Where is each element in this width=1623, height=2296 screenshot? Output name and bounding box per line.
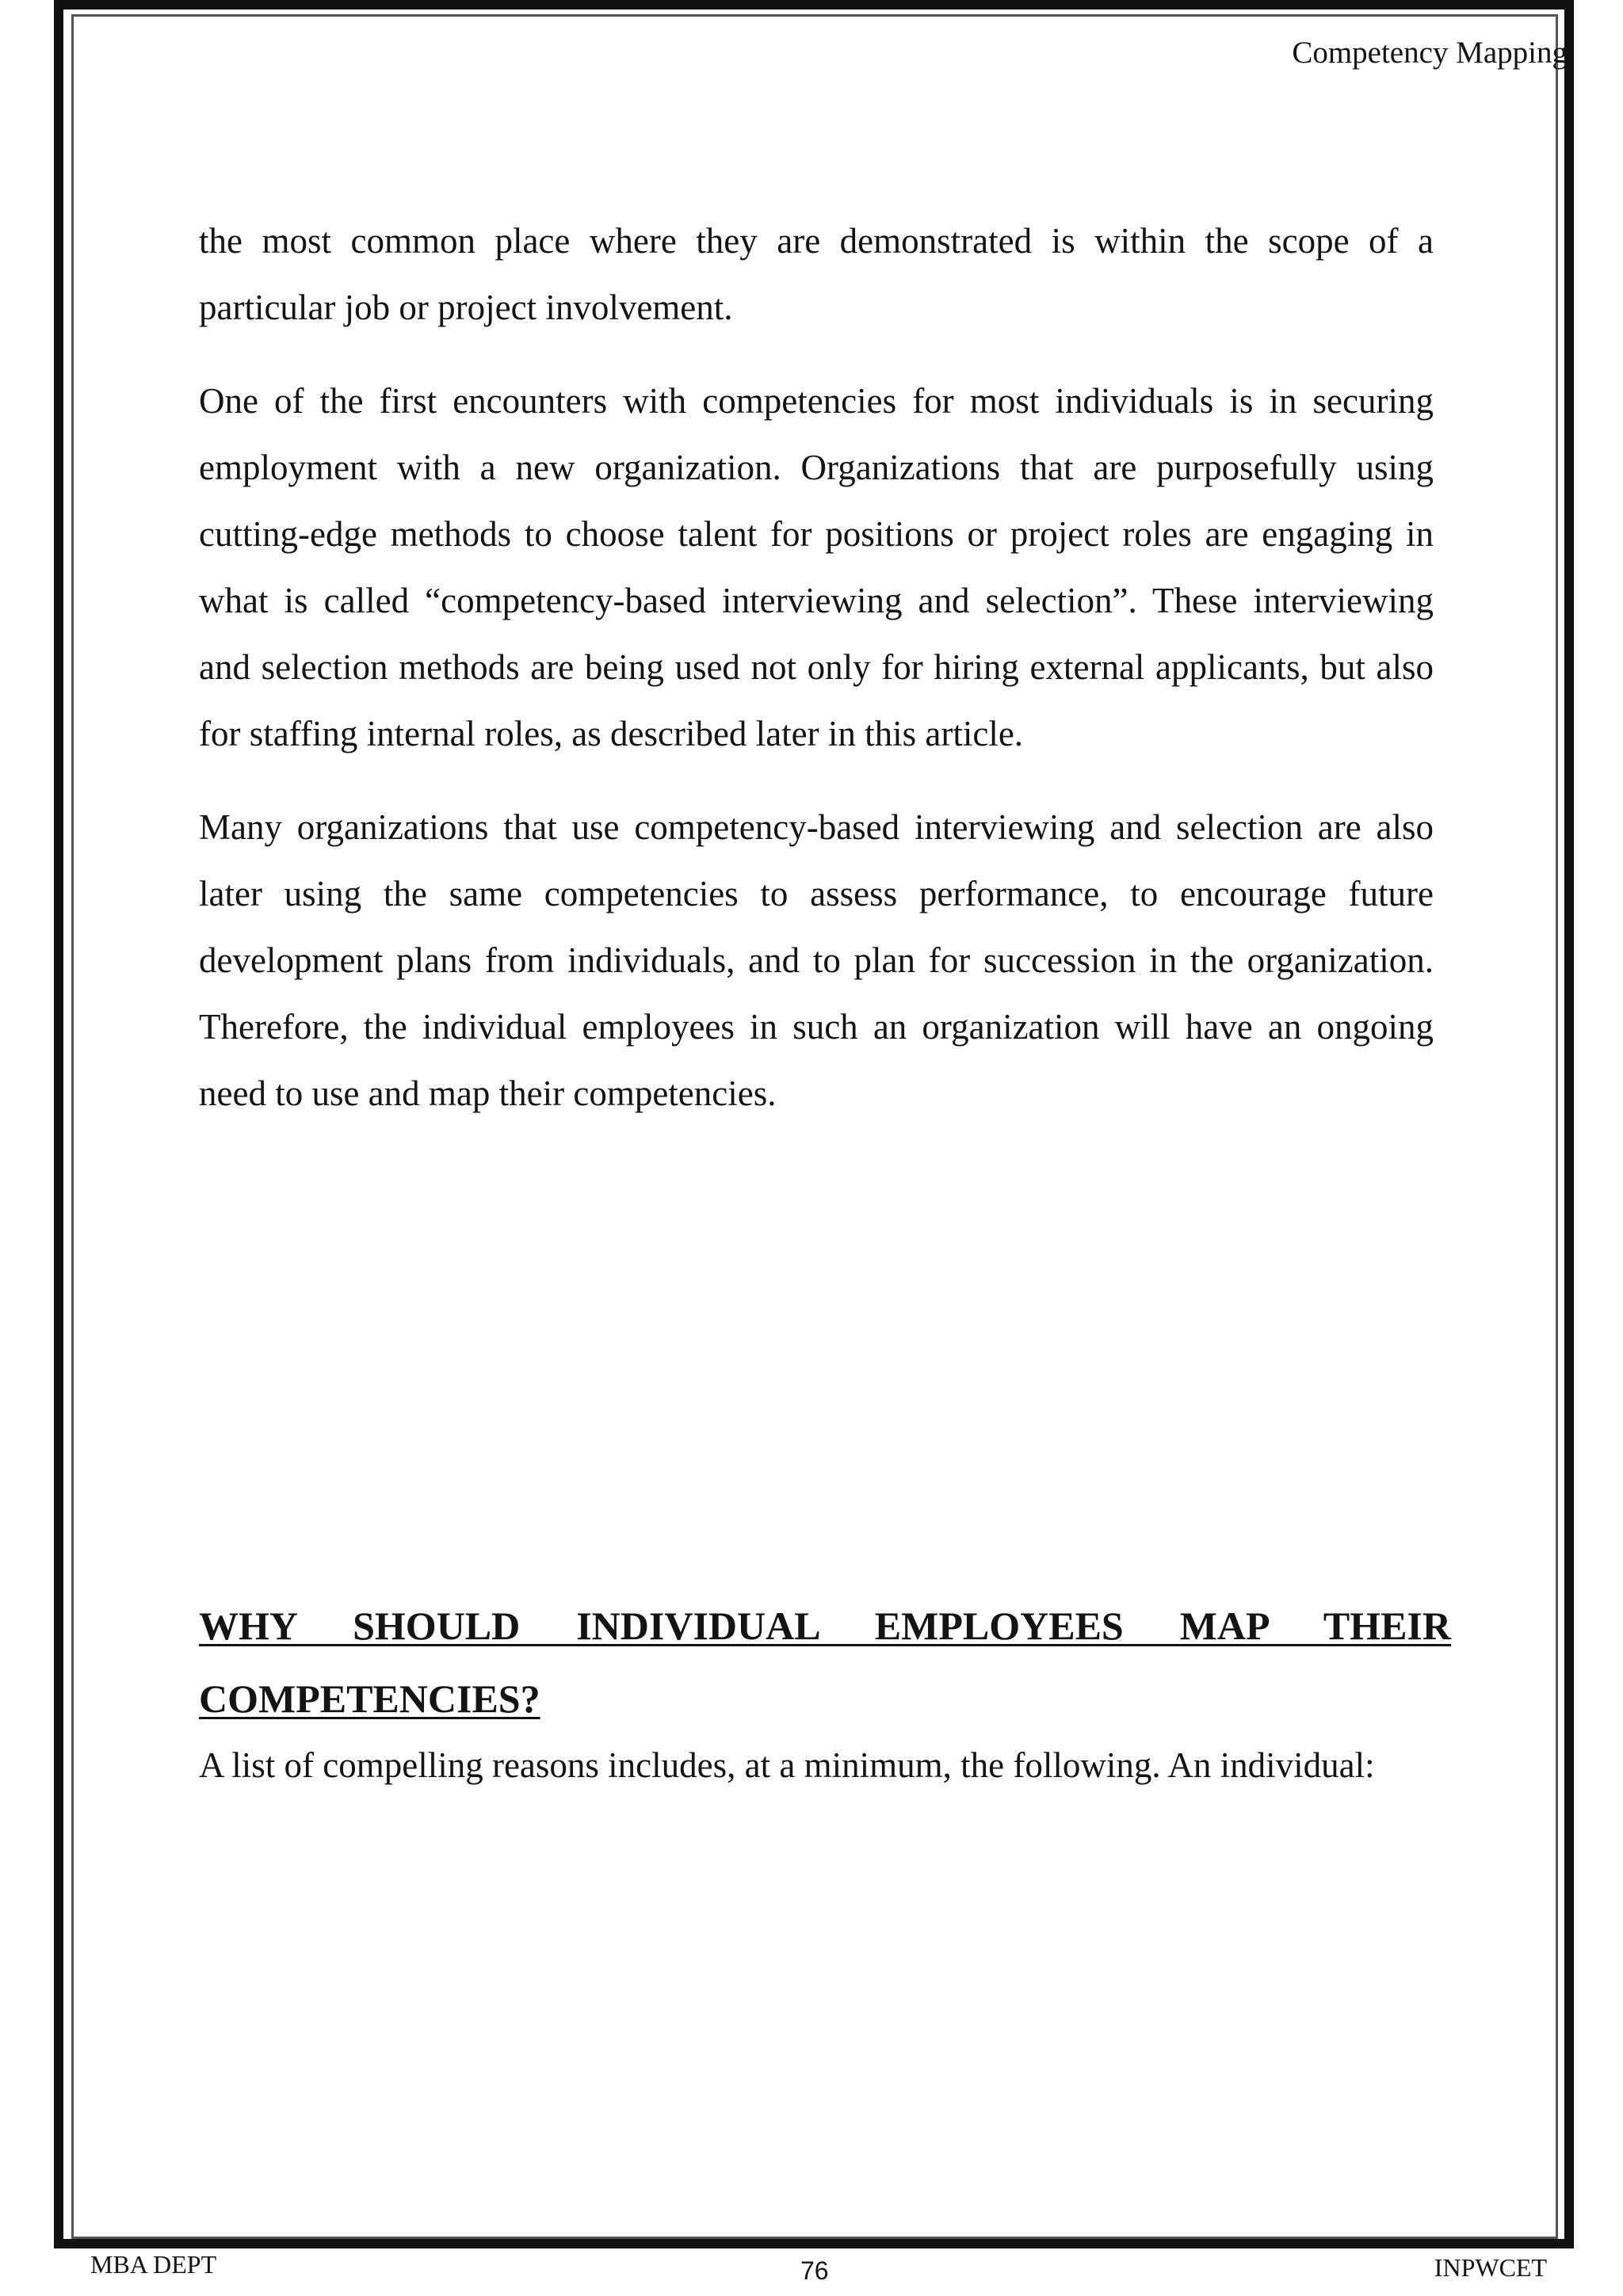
footer-department: MBA DEPT xyxy=(90,2250,217,2279)
section-heading: WHY SHOULD INDIVIDUAL EMPLOYEES MAP THEIR COMPETENCIES? xyxy=(199,1604,1451,1721)
running-header: Competency Mapping xyxy=(1292,36,1568,70)
paragraph: Many organizations that use competency-based interviewing and selection are also later using the same competencies to assess performance, to encourage future development plans from individuals, and to plan for succession in the organization. Therefore, the individual employees in such an organization will have an ongoing need to use and map their competencies. xyxy=(199,807,1434,1113)
body-text xyxy=(199,208,1434,1127)
page-number: 76 xyxy=(800,2256,829,2285)
section-body xyxy=(199,1732,1434,1798)
footer-institution: INPWCET xyxy=(1434,2253,1547,2282)
paragraph: the most common place where they are demonstrated is within the scope of a particular job or project involvement. xyxy=(199,221,1434,327)
paragraph: One of the first encounters with competencies for most individuals is in securing employment with a new organization. Organizations that are purposefully using cutting-edge methods to choose talent for positions or project roles are engaging in what is called “competency-based interviewing and selection”. These interviewing and selection methods are being used not only for hiring external applicants, but also for staffing internal roles, as described later in this article. xyxy=(199,381,1434,753)
section-intro: A list of compelling reasons includes, at a minimum, the following. An individual: xyxy=(199,1745,1375,1785)
